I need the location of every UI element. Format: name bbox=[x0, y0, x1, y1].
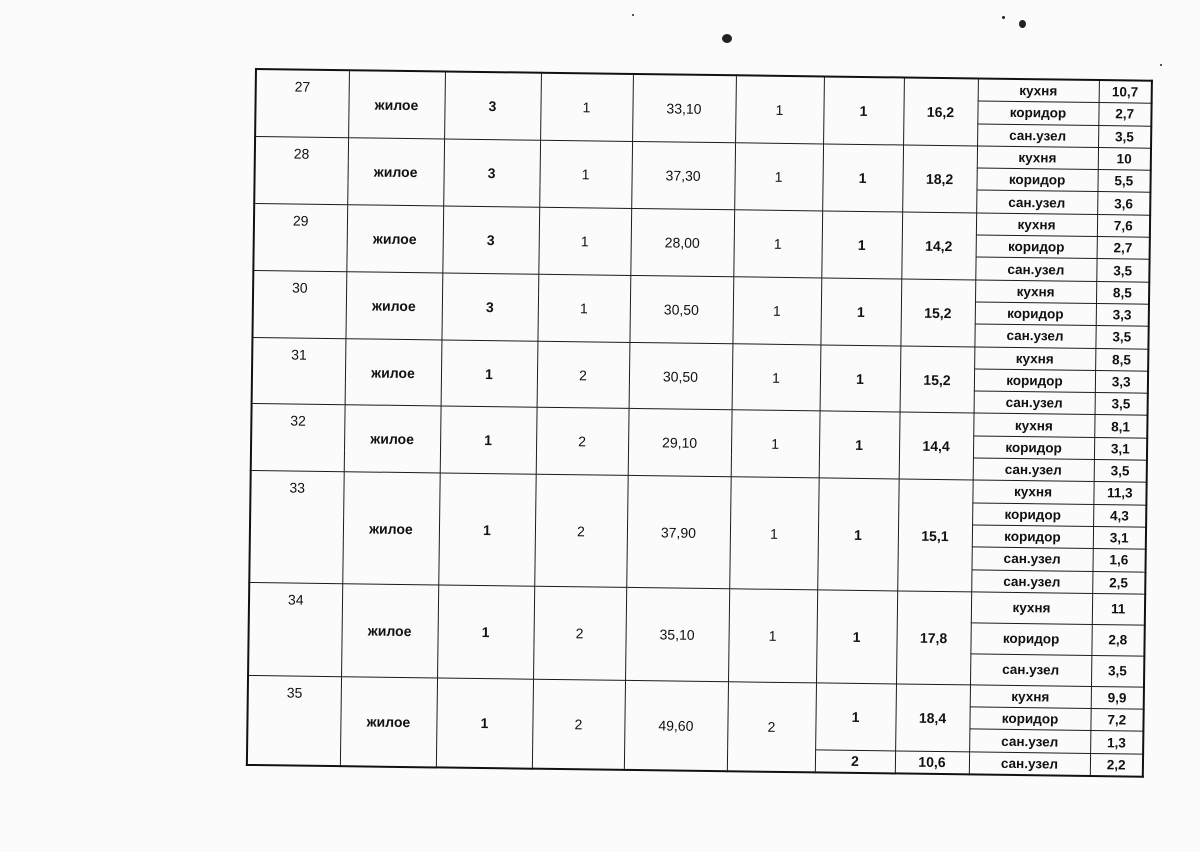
room-name: кухня bbox=[970, 685, 1091, 709]
total-area: 37,90 bbox=[626, 476, 730, 589]
apartment-number: 30 bbox=[252, 270, 346, 338]
room-name: кухня bbox=[974, 347, 1095, 371]
room-area: 2,7 bbox=[1097, 237, 1150, 260]
room-area: 2,5 bbox=[1092, 571, 1145, 594]
column-4-value: 2 bbox=[537, 341, 630, 409]
total-area: 30,50 bbox=[629, 275, 733, 343]
room-area: 3,5 bbox=[1095, 326, 1148, 349]
column-6-value: 1 bbox=[728, 589, 817, 683]
room-name: сан.узел bbox=[973, 458, 1094, 482]
column-3-value: 3 bbox=[441, 273, 538, 341]
room-name: сан.узел bbox=[969, 729, 1090, 753]
living-area: 18,4 bbox=[895, 684, 970, 752]
column-7-value: 1 bbox=[815, 683, 896, 751]
room-area: 2,8 bbox=[1091, 624, 1144, 656]
living-area: 14,2 bbox=[901, 212, 976, 280]
room-name: коридор bbox=[976, 235, 1097, 259]
column-4-value: 1 bbox=[538, 207, 631, 275]
room-area: 3,5 bbox=[1098, 125, 1151, 148]
room-area: 3,1 bbox=[1094, 437, 1147, 460]
room-name: коридор bbox=[972, 503, 1093, 527]
premises-type: жилое bbox=[346, 205, 443, 273]
premises-type: жилое bbox=[342, 472, 439, 585]
column-7-value: 1 bbox=[820, 344, 901, 412]
room-name: кухня bbox=[971, 592, 1092, 625]
apartment-number: 35 bbox=[247, 675, 341, 766]
premises-type: жилое bbox=[341, 584, 438, 678]
column-3-value: 1 bbox=[440, 406, 537, 474]
room-name: кухня bbox=[976, 213, 1097, 237]
premises-type: жилое bbox=[345, 338, 442, 406]
room-area: 5,5 bbox=[1097, 170, 1150, 193]
column-6-value: 1 bbox=[732, 276, 821, 344]
room-area: 2,7 bbox=[1098, 103, 1151, 126]
room-name: сан.узел bbox=[971, 547, 1092, 571]
room-name: коридор bbox=[973, 436, 1094, 460]
column-4-value: 2 bbox=[534, 475, 627, 588]
column-7-value: 1 bbox=[821, 211, 902, 279]
table-row bbox=[256, 69, 1152, 104]
premises-type: жилое bbox=[344, 405, 441, 473]
room-area: 11,3 bbox=[1093, 482, 1146, 505]
total-area: 29,10 bbox=[628, 409, 732, 477]
column-4-value: 2 bbox=[533, 586, 626, 680]
apartment-number: 34 bbox=[248, 582, 342, 676]
column-7-value: 2 bbox=[815, 750, 895, 774]
room-name: коридор bbox=[974, 369, 1095, 393]
total-area: 35,10 bbox=[625, 587, 729, 681]
room-area: 10 bbox=[1098, 147, 1151, 170]
room-area: 10,7 bbox=[1099, 80, 1152, 103]
room-area: 9,9 bbox=[1091, 686, 1144, 709]
living-area: 18,2 bbox=[902, 145, 977, 213]
premises-type: жилое bbox=[345, 271, 442, 339]
room-area: 1,3 bbox=[1090, 731, 1143, 754]
column-7-value: 1 bbox=[819, 411, 900, 479]
room-name: коридор bbox=[975, 302, 1096, 326]
living-area: 10,6 bbox=[895, 751, 969, 775]
room-area: 7,6 bbox=[1097, 214, 1150, 237]
apartment-number: 29 bbox=[253, 203, 347, 271]
column-7-value: 1 bbox=[817, 478, 898, 591]
living-area: 14,4 bbox=[899, 412, 974, 480]
premises-type: жилое bbox=[347, 138, 444, 206]
apartment-table bbox=[246, 68, 1153, 778]
living-area: 15,2 bbox=[900, 279, 975, 347]
apartment-table-sheet bbox=[246, 68, 1141, 776]
room-area: 3,3 bbox=[1096, 303, 1149, 326]
room-name: сан.узел bbox=[975, 257, 1096, 281]
room-name: кухня bbox=[972, 480, 1093, 504]
room-name: сан.узел bbox=[969, 752, 1090, 776]
total-area: 33,10 bbox=[632, 74, 736, 143]
living-area: 16,2 bbox=[903, 77, 978, 145]
room-name: коридор bbox=[976, 168, 1097, 192]
column-7-value: 1 bbox=[816, 590, 897, 684]
column-3-value: 1 bbox=[441, 340, 538, 408]
room-name: коридор bbox=[970, 623, 1091, 656]
scan-speck bbox=[632, 14, 634, 16]
room-name: коридор bbox=[969, 707, 1090, 731]
apartment-number: 33 bbox=[249, 471, 343, 584]
column-7-value: 1 bbox=[823, 76, 904, 144]
room-name: кухня bbox=[978, 78, 1099, 102]
column-3-value: 3 bbox=[443, 139, 540, 207]
room-area: 2,2 bbox=[1090, 753, 1143, 776]
room-area: 8,5 bbox=[1095, 348, 1148, 371]
column-6-value: 1 bbox=[732, 343, 821, 411]
room-area: 11 bbox=[1092, 593, 1145, 625]
column-3-value: 1 bbox=[436, 678, 533, 769]
room-name: сан.узел bbox=[971, 569, 1092, 593]
column-3-value: 3 bbox=[444, 71, 541, 140]
room-area: 3,5 bbox=[1095, 393, 1148, 416]
column-4-value: 2 bbox=[536, 408, 629, 476]
room-name: кухня bbox=[975, 280, 1096, 304]
room-area: 3,3 bbox=[1095, 370, 1148, 393]
column-6-value: 1 bbox=[733, 210, 822, 278]
room-name: кухня bbox=[977, 146, 1098, 170]
room-area: 4,3 bbox=[1093, 504, 1146, 527]
room-name: сан.узел bbox=[977, 124, 1098, 148]
room-area: 7,2 bbox=[1090, 709, 1143, 732]
premises-type: жилое bbox=[348, 70, 445, 139]
scan-speck bbox=[1019, 20, 1026, 28]
column-3-value: 1 bbox=[438, 473, 535, 586]
living-area: 17,8 bbox=[896, 591, 971, 685]
total-area: 37,30 bbox=[631, 141, 735, 209]
living-area: 15,2 bbox=[900, 346, 975, 414]
room-area: 1,6 bbox=[1092, 549, 1145, 572]
column-3-value: 3 bbox=[442, 206, 539, 274]
room-area: 8,1 bbox=[1094, 415, 1147, 438]
room-name: кухня bbox=[973, 413, 1094, 437]
total-area: 30,50 bbox=[629, 342, 733, 410]
premises-type: жилое bbox=[340, 677, 437, 768]
room-area: 3,5 bbox=[1091, 655, 1144, 687]
room-name: сан.узел bbox=[974, 391, 1095, 415]
column-7-value: 1 bbox=[822, 144, 903, 212]
apartment-number: 28 bbox=[254, 136, 348, 204]
room-name: сан.узел bbox=[970, 654, 1091, 687]
apartment-number: 31 bbox=[252, 337, 346, 405]
column-6-value: 1 bbox=[735, 75, 824, 144]
column-6-value: 2 bbox=[727, 682, 816, 773]
column-6-value: 1 bbox=[734, 143, 823, 211]
scan-speck bbox=[722, 34, 732, 43]
apartment-number: 32 bbox=[251, 404, 345, 472]
column-3-value: 1 bbox=[437, 585, 534, 679]
apartment-number: 27 bbox=[255, 69, 349, 138]
scan-speck bbox=[1002, 16, 1005, 19]
room-name: коридор bbox=[977, 101, 1098, 125]
column-7-value: 1 bbox=[820, 278, 901, 346]
room-area: 3,5 bbox=[1096, 259, 1149, 282]
room-area: 3,5 bbox=[1094, 460, 1147, 483]
room-area: 8,5 bbox=[1096, 281, 1149, 304]
column-4-value: 1 bbox=[537, 274, 630, 342]
room-name: коридор bbox=[972, 525, 1093, 549]
column-6-value: 1 bbox=[731, 410, 820, 478]
total-area: 28,00 bbox=[630, 208, 734, 276]
room-area: 3,6 bbox=[1097, 192, 1150, 215]
room-name: сан.узел bbox=[976, 190, 1097, 214]
room-name: сан.узел bbox=[974, 324, 1095, 348]
column-6-value: 1 bbox=[729, 477, 818, 590]
column-4-value: 1 bbox=[540, 73, 633, 142]
living-area: 15,1 bbox=[897, 479, 972, 591]
room-area: 3,1 bbox=[1093, 526, 1146, 549]
scan-speck bbox=[1160, 64, 1162, 66]
column-4-value: 2 bbox=[532, 679, 625, 770]
column-4-value: 1 bbox=[539, 140, 632, 208]
total-area: 49,60 bbox=[624, 680, 728, 771]
